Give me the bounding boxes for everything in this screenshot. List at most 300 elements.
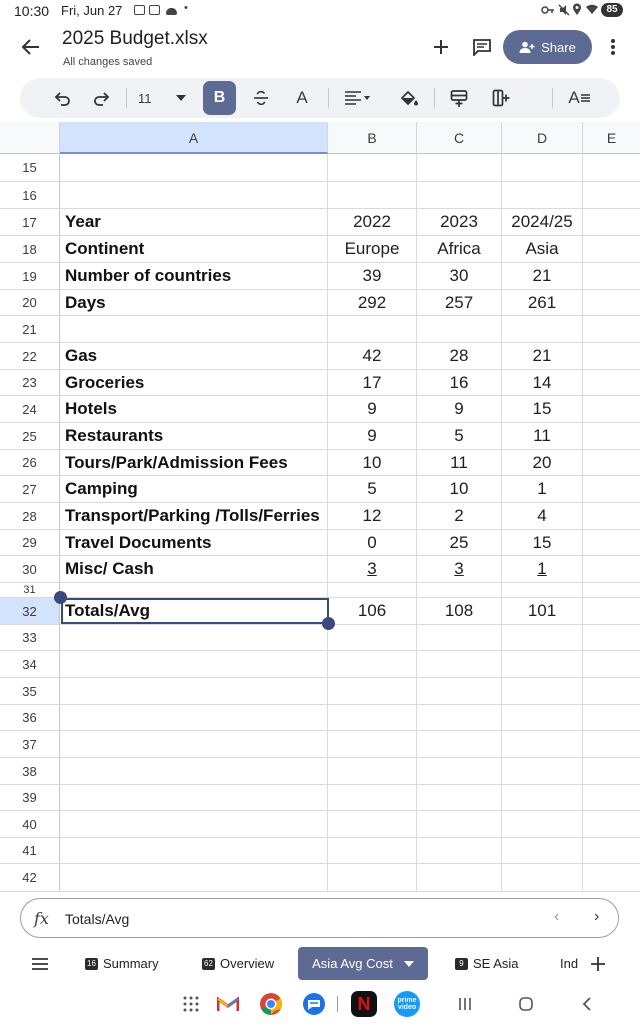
cell-D36[interactable] — [502, 705, 583, 730]
cell-A32[interactable]: Totals/Avg — [60, 598, 328, 624]
cell-C26[interactable]: 11 — [417, 450, 502, 475]
chrome-icon[interactable] — [258, 991, 284, 1017]
cell-B19[interactable]: 39 — [328, 263, 417, 289]
cell-A26[interactable]: Tours/Park/Admission Fees — [60, 450, 328, 475]
more-vert-icon — [610, 38, 616, 56]
row-number[interactable]: 28 — [0, 503, 60, 529]
sheet-tab-bar — [0, 944, 640, 982]
cell-D17[interactable]: 2024/25 — [502, 209, 583, 235]
tab-label: Asia Avg Cost — [312, 956, 393, 971]
save-status: All changes saved — [63, 56, 153, 68]
recents-icon — [457, 996, 473, 1012]
column-header-D[interactable]: D — [502, 122, 583, 154]
table-row — [0, 731, 640, 758]
table-row — [0, 678, 640, 705]
add-sheet-button[interactable] — [590, 947, 606, 980]
cell-B28[interactable]: 12 — [328, 503, 417, 529]
cell-D38[interactable] — [502, 758, 583, 784]
cell-E26[interactable] — [583, 450, 640, 475]
plus-icon — [432, 38, 450, 56]
cell-D30[interactable] — [502, 556, 583, 582]
row-number[interactable]: 41 — [0, 838, 60, 863]
cell-E22[interactable] — [583, 343, 640, 369]
share-button[interactable] — [503, 30, 592, 64]
cell-B27[interactable]: 5 — [328, 476, 417, 502]
status-time: 10:30 — [14, 3, 50, 19]
messages-icon[interactable] — [301, 991, 327, 1017]
cell-E21[interactable] — [583, 316, 640, 342]
cell-A39[interactable] — [60, 785, 328, 810]
row-number[interactable]: 22 — [0, 343, 60, 369]
cell-B33[interactable] — [328, 625, 417, 650]
select-all-corner[interactable] — [0, 122, 60, 154]
cell-D27[interactable]: 1 — [502, 476, 583, 502]
row-number[interactable]: 24 — [0, 396, 60, 422]
cell-B30[interactable] — [328, 556, 417, 582]
selection-handle-top-left[interactable] — [54, 591, 67, 604]
cell-E24[interactable] — [583, 396, 640, 422]
cell-C29[interactable]: 25 — [417, 530, 502, 555]
text-color-button[interactable]: A — [296, 88, 308, 107]
table-row — [0, 290, 640, 316]
cell-B25[interactable]: 9 — [328, 423, 417, 449]
table-row — [0, 396, 640, 423]
cell-B40[interactable] — [328, 811, 417, 837]
cell-E41[interactable] — [583, 838, 640, 863]
caret-down-icon — [176, 95, 186, 101]
cell-A38[interactable] — [60, 758, 328, 784]
cell-C25[interactable]: 5 — [417, 423, 502, 449]
fill-color-button[interactable] — [394, 83, 424, 113]
cell-E20[interactable] — [583, 290, 640, 315]
redo-button[interactable] — [87, 83, 117, 113]
cell-E31[interactable] — [583, 583, 640, 597]
cell-C37[interactable] — [417, 731, 502, 757]
cell-A27[interactable]: Camping — [60, 476, 328, 502]
caret-down-icon[interactable] — [404, 961, 414, 967]
table-row — [0, 154, 640, 182]
cell-A33[interactable] — [60, 625, 328, 650]
cell-A21[interactable] — [60, 316, 328, 342]
status-date: Fri, Jun 27 — [61, 3, 123, 18]
column-header-E[interactable]: E — [606, 130, 617, 146]
document-title[interactable]: 2025 Budget.xlsx — [62, 28, 208, 49]
plus-icon — [590, 956, 606, 972]
share-label: Share — [541, 39, 576, 55]
row-number[interactable]: 15 — [0, 154, 60, 181]
row-number[interactable]: 34 — [0, 651, 60, 677]
cell-E37[interactable] — [583, 731, 640, 757]
cell-A19[interactable]: Number of countries — [60, 263, 328, 289]
tab-label: Ind — [560, 956, 579, 971]
cell-E35[interactable] — [583, 678, 640, 704]
insert-column-icon — [492, 89, 510, 107]
cell-D19[interactable]: 21 — [502, 263, 583, 289]
cell-D31[interactable] — [502, 583, 583, 597]
wifi-icon — [585, 3, 599, 15]
row-number[interactable]: 25 — [0, 423, 60, 449]
undo-button[interactable] — [47, 83, 77, 113]
row-number[interactable]: 17 — [0, 209, 60, 235]
row-number[interactable]: 19 — [0, 263, 60, 289]
cell-D21[interactable] — [502, 316, 583, 342]
cell-A17[interactable]: Year — [60, 209, 328, 235]
calendar-icon — [149, 5, 160, 15]
cell-D24[interactable]: 15 — [502, 396, 583, 422]
tab-label: SE Asia — [473, 956, 519, 971]
row-number[interactable]: 38 — [0, 758, 60, 784]
cell-E36[interactable] — [583, 705, 640, 730]
row-number[interactable]: 42 — [0, 864, 60, 891]
table-row — [0, 651, 640, 678]
row-number[interactable]: 31 — [0, 583, 60, 597]
selection-handle-bottom-right[interactable] — [322, 617, 335, 630]
back-nav-button[interactable] — [575, 993, 599, 1015]
table-row — [0, 583, 640, 598]
table-row — [0, 556, 640, 583]
column-header-B[interactable]: B — [328, 122, 417, 154]
cell-C27[interactable]: 10 — [417, 476, 502, 502]
bold-button[interactable]: B — [203, 81, 236, 115]
cell-B18[interactable]: Europe — [328, 236, 417, 262]
back-button[interactable] — [18, 34, 44, 60]
home-icon — [518, 996, 534, 1012]
row-number[interactable]: 21 — [0, 316, 60, 342]
cell-A30[interactable]: Misc/ Cash — [60, 556, 328, 582]
insert-column-button[interactable] — [486, 83, 516, 113]
divider — [328, 88, 329, 108]
row-number[interactable]: 40 — [0, 811, 60, 837]
cell-B42[interactable] — [328, 864, 417, 891]
chevron-left-icon[interactable]: ‹ — [554, 908, 560, 925]
status-bar — [0, 0, 640, 22]
cell-B17[interactable]: 2022 — [328, 209, 417, 235]
cell-D22[interactable]: 21 — [502, 343, 583, 369]
cell-D20[interactable]: 261 — [502, 290, 583, 315]
cell-E27[interactable] — [583, 476, 640, 502]
horizontal-align-button[interactable] — [338, 83, 378, 113]
table-row — [0, 343, 640, 370]
cell-C32[interactable]: 108 — [417, 598, 502, 624]
comments-button[interactable] — [469, 34, 495, 60]
insert-row-button[interactable] — [444, 83, 474, 113]
cell-C16[interactable] — [417, 182, 502, 208]
cell-C41[interactable] — [417, 838, 502, 863]
cell-A20[interactable]: Days — [60, 290, 328, 315]
cell-A31[interactable] — [60, 583, 328, 597]
cell-A35[interactable] — [60, 678, 328, 704]
cell-B29[interactable]: 0 — [328, 530, 417, 555]
row-number[interactable]: 35 — [0, 678, 60, 704]
column-header-C[interactable]: C — [417, 122, 502, 154]
mute-icon — [558, 4, 570, 16]
cell-C21[interactable] — [417, 316, 502, 342]
cell-C34[interactable] — [417, 651, 502, 677]
column-header-A[interactable]: A — [60, 122, 328, 154]
tab-label: Summary — [103, 956, 159, 971]
recent-apps-button[interactable] — [453, 993, 477, 1015]
row-number[interactable]: 29 — [0, 530, 60, 555]
cell-B37[interactable] — [328, 731, 417, 757]
align-left-icon — [345, 91, 371, 105]
row-number[interactable]: 23 — [0, 370, 60, 395]
prime-video-icon[interactable] — [394, 991, 420, 1017]
cell-D34[interactable] — [502, 651, 583, 677]
cell-E23[interactable] — [583, 370, 640, 395]
cell-C42[interactable] — [417, 864, 502, 891]
cell-A23[interactable]: Groceries — [60, 370, 328, 395]
format-toolbar — [20, 78, 620, 118]
cell-E32[interactable] — [583, 598, 640, 624]
cell-C17[interactable]: 2023 — [417, 209, 502, 235]
cell-C30[interactable] — [417, 556, 502, 582]
divider — [126, 88, 127, 108]
cell-C31[interactable] — [417, 583, 502, 597]
table-row — [0, 182, 640, 209]
more-options-button[interactable] — [600, 34, 626, 60]
cell-A29[interactable]: Travel Documents — [60, 530, 328, 555]
table-row — [0, 625, 640, 651]
undo-icon — [53, 90, 71, 106]
tab-ind[interactable] — [560, 947, 578, 980]
cell-B36[interactable] — [328, 705, 417, 730]
tab-badge: 16 — [85, 958, 98, 970]
cell-B38[interactable] — [328, 758, 417, 784]
table-row — [0, 705, 640, 731]
cell-E15[interactable] — [583, 154, 640, 181]
cell-E33[interactable] — [583, 625, 640, 650]
function-icon: fx — [34, 909, 49, 928]
chevron-right-icon[interactable]: › — [594, 908, 600, 925]
formula-bar[interactable] — [20, 898, 619, 938]
dot-icon: • — [184, 2, 188, 14]
cell-D26[interactable]: 20 — [502, 450, 583, 475]
row-number[interactable]: 18 — [0, 236, 60, 262]
cell-C23[interactable]: 16 — [417, 370, 502, 395]
table-row — [0, 530, 640, 556]
font-size-dropdown[interactable] — [134, 83, 190, 113]
cell-C18[interactable]: Africa — [417, 236, 502, 262]
cell-D32[interactable]: 101 — [502, 598, 583, 624]
table-row — [0, 316, 640, 343]
redo-icon — [93, 90, 111, 106]
cell-B35[interactable] — [328, 678, 417, 704]
tab-overview[interactable] — [202, 947, 274, 980]
cell-B30-value: 3 — [367, 559, 377, 578]
row-number[interactable]: 30 — [0, 556, 60, 582]
table-row — [0, 476, 640, 503]
prime-video-label: prime video — [397, 997, 417, 1011]
gmail-icon[interactable] — [215, 991, 241, 1017]
strikethrough-button[interactable] — [246, 83, 276, 113]
divider — [337, 996, 338, 1012]
cell-C22[interactable]: 28 — [417, 343, 502, 369]
cell-C38[interactable] — [417, 758, 502, 784]
lines-icon — [581, 93, 590, 103]
table-row — [0, 503, 640, 530]
divider — [552, 88, 553, 108]
cell-A22[interactable]: Gas — [60, 343, 328, 369]
insert-row-icon — [450, 89, 468, 107]
cell-B31[interactable] — [328, 583, 417, 597]
system-navigation-bar — [0, 984, 640, 1024]
strikethrough-icon — [252, 89, 270, 107]
cell-B21[interactable] — [328, 316, 417, 342]
cell-E17[interactable] — [583, 209, 640, 235]
row-number[interactable]: 20 — [0, 290, 60, 315]
cell-B15[interactable] — [328, 154, 417, 181]
cell-B22[interactable]: 42 — [328, 343, 417, 369]
row-number[interactable]: 36 — [0, 705, 60, 730]
cell-C35[interactable] — [417, 678, 502, 704]
cell-C24[interactable]: 9 — [417, 396, 502, 422]
cell-D37[interactable] — [502, 731, 583, 757]
cell-A28[interactable]: Transport/Parking /Tolls/Ferries — [60, 503, 328, 529]
tab-badge: 9 — [455, 958, 468, 970]
table-row — [0, 598, 640, 625]
font-size-value: 11 — [138, 90, 152, 106]
cell-A18[interactable]: Continent — [60, 236, 328, 262]
table-row — [0, 838, 640, 864]
table-row — [0, 370, 640, 396]
cell-E18[interactable] — [583, 236, 640, 262]
cell-D29[interactable]: 15 — [502, 530, 583, 555]
cell-D25[interactable]: 11 — [502, 423, 583, 449]
divider — [434, 88, 435, 108]
cell-B23[interactable]: 17 — [328, 370, 417, 395]
cloud-icon — [166, 8, 177, 15]
table-row — [0, 209, 640, 236]
app-grid-icon[interactable] — [183, 996, 199, 1012]
cell-D16[interactable] — [502, 182, 583, 208]
cell-C36[interactable] — [417, 705, 502, 730]
table-row — [0, 423, 640, 450]
cell-C33[interactable] — [417, 625, 502, 650]
cell-C28[interactable]: 2 — [417, 503, 502, 529]
location-icon — [572, 3, 582, 16]
cell-E30[interactable] — [583, 556, 640, 582]
battery-indicator: 85 — [601, 3, 623, 17]
cell-A15[interactable] — [60, 154, 328, 181]
cell-E29[interactable] — [583, 530, 640, 555]
row-number[interactable]: 37 — [0, 731, 60, 757]
cell-A24[interactable]: Hotels — [60, 396, 328, 422]
cell-B16[interactable] — [328, 182, 417, 208]
cell-C15[interactable] — [417, 154, 502, 181]
cell-E19[interactable] — [583, 263, 640, 289]
cell-C39[interactable] — [417, 785, 502, 810]
vpn-key-icon — [541, 5, 555, 15]
cell-D35[interactable] — [502, 678, 583, 704]
row-number[interactable]: 16 — [0, 182, 60, 208]
cell-D23[interactable]: 14 — [502, 370, 583, 395]
calendar-icon — [134, 5, 145, 15]
home-button[interactable] — [514, 993, 538, 1015]
text-format-button[interactable] — [564, 83, 594, 113]
cell-E42[interactable] — [583, 864, 640, 891]
cell-B39[interactable] — [328, 785, 417, 810]
cell-E16[interactable] — [583, 182, 640, 208]
table-row — [0, 450, 640, 476]
cell-B26[interactable]: 10 — [328, 450, 417, 475]
cell-B24[interactable]: 9 — [328, 396, 417, 422]
cell-C30-value: 3 — [454, 559, 464, 578]
cell-A36[interactable] — [60, 705, 328, 730]
row-number[interactable]: 26 — [0, 450, 60, 475]
cell-E40[interactable] — [583, 811, 640, 837]
cell-A16[interactable] — [60, 182, 328, 208]
cell-D15[interactable] — [502, 154, 583, 181]
cell-B20[interactable]: 292 — [328, 290, 417, 315]
row-number[interactable]: 27 — [0, 476, 60, 502]
insert-button[interactable] — [428, 34, 454, 60]
cell-D42[interactable] — [502, 864, 583, 891]
table-row — [0, 785, 640, 811]
tab-summary[interactable] — [85, 947, 159, 980]
cell-A34[interactable] — [60, 651, 328, 677]
table-row — [0, 811, 640, 838]
row-number[interactable]: 33 — [0, 625, 60, 650]
paint-bucket-icon — [399, 89, 419, 107]
cell-C20[interactable]: 257 — [417, 290, 502, 315]
tab-badge: 62 — [202, 958, 215, 970]
table-row — [0, 263, 640, 290]
cell-E34[interactable] — [583, 651, 640, 677]
cell-B32[interactable]: 106 — [328, 598, 417, 624]
cell-E28[interactable] — [583, 503, 640, 529]
spreadsheet-grid[interactable] — [0, 154, 640, 892]
menu-icon — [31, 957, 49, 971]
cell-D33[interactable] — [502, 625, 583, 650]
all-sheets-button[interactable] — [31, 947, 49, 980]
arrow-left-icon — [18, 34, 44, 60]
cell-D28[interactable]: 4 — [502, 503, 583, 529]
formula-input[interactable]: Totals/Avg — [65, 911, 130, 927]
cell-C40[interactable] — [417, 811, 502, 837]
table-row — [0, 758, 640, 785]
cell-A42[interactable] — [60, 864, 328, 891]
cell-A25[interactable]: Restaurants — [60, 423, 328, 449]
tab-label: Overview — [220, 956, 275, 971]
comment-icon — [472, 38, 492, 56]
add-person-icon — [519, 41, 535, 53]
cell-B41[interactable] — [328, 838, 417, 863]
chevron-left-icon — [579, 996, 595, 1012]
cell-B34[interactable] — [328, 651, 417, 677]
table-row — [0, 236, 640, 263]
cell-A37[interactable] — [60, 731, 328, 757]
cell-D39[interactable] — [502, 785, 583, 810]
netflix-icon[interactable]: N — [351, 991, 377, 1017]
table-row — [0, 864, 640, 892]
tab-se-asia[interactable] — [455, 947, 519, 980]
cell-D18[interactable]: Asia — [502, 236, 583, 262]
row-number[interactable]: 39 — [0, 785, 60, 810]
cell-A41[interactable] — [60, 838, 328, 863]
cell-E39[interactable] — [583, 785, 640, 810]
tab-asia-avg-cost[interactable] — [298, 947, 428, 980]
cell-D30-value: 1 — [537, 559, 547, 578]
cell-E38[interactable] — [583, 758, 640, 784]
row-number[interactable]: 32 — [0, 598, 60, 624]
column-header-row — [0, 122, 640, 154]
cell-E25[interactable] — [583, 423, 640, 449]
cell-D40[interactable] — [502, 811, 583, 837]
cell-A40[interactable] — [60, 811, 328, 837]
cell-D41[interactable] — [502, 838, 583, 863]
cell-C19[interactable]: 30 — [417, 263, 502, 289]
text-format-letter: A — [568, 88, 580, 107]
